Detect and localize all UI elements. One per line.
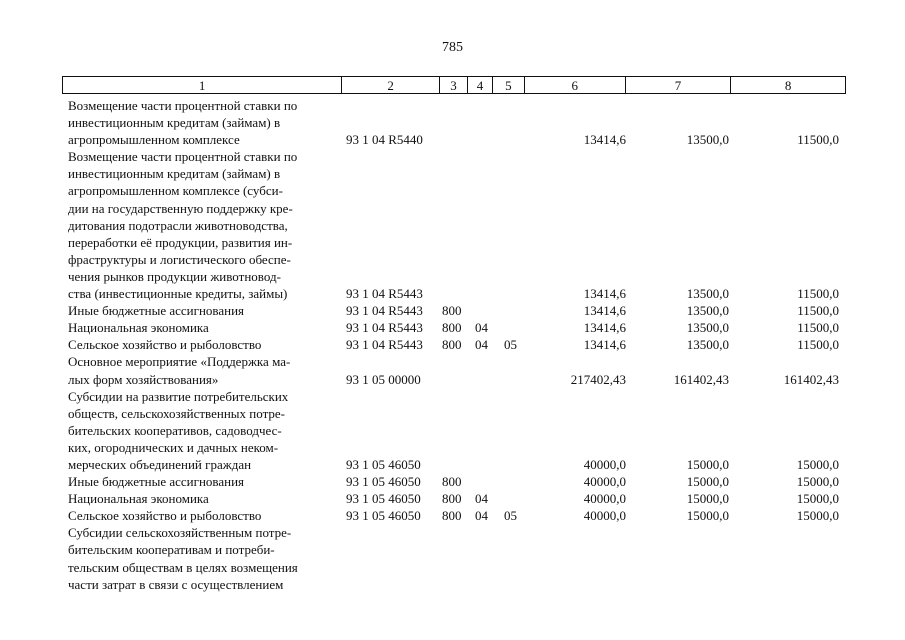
subsection: 05 xyxy=(504,508,517,524)
expense-type: 800 xyxy=(442,474,462,490)
table-row xyxy=(0,97,905,148)
table-row xyxy=(0,336,905,353)
budget-code: 93 1 05 46050 xyxy=(346,508,421,524)
description-line: тельским обществам в целях возмещения xyxy=(68,559,298,575)
amount-col-8: 11500,0 xyxy=(797,320,839,336)
description-line: ства (инвестиционные кредиты, займы) xyxy=(68,286,288,302)
page-number: 785 xyxy=(442,40,463,55)
amount-col-8: 11500,0 xyxy=(797,303,839,319)
budget-code: 93 1 05 46050 xyxy=(346,474,421,490)
row-description xyxy=(68,148,334,302)
amount-col-7: 15000,0 xyxy=(686,508,729,524)
description-line: Субсидии на развитие потребительских xyxy=(68,388,289,404)
table-row xyxy=(0,473,905,490)
row-values xyxy=(0,456,905,473)
description-line: бительским кооперативам и потреби- xyxy=(68,542,275,558)
table-header xyxy=(62,76,846,94)
amount-col-8: 161402,43 xyxy=(783,371,839,387)
description-line: Субсидии сельскохозяйственным потре- xyxy=(68,525,292,541)
description-line: дии на государственную поддержку кре- xyxy=(68,200,293,216)
row-values xyxy=(0,285,905,302)
row-values xyxy=(0,473,905,490)
expense-type: 800 xyxy=(442,491,462,507)
description-line: фраструктуры и логистического обеспе- xyxy=(68,251,291,267)
table-body xyxy=(0,97,905,593)
amount-col-7: 13500,0 xyxy=(686,286,729,302)
amount-col-6: 13414,6 xyxy=(583,286,626,302)
amount-col-8: 15000,0 xyxy=(796,508,839,524)
description-line: бительских кооперативов, садоводчес- xyxy=(68,422,282,438)
section: 04 xyxy=(475,337,488,353)
description-line: переработки её продукции, развития ин- xyxy=(68,234,293,250)
row-values xyxy=(0,131,905,148)
header-col-2: 2 xyxy=(342,77,440,93)
amount-col-7: 13500,0 xyxy=(686,337,729,353)
amount-col-6: 13414,6 xyxy=(583,337,626,353)
header-col-3: 3 xyxy=(440,77,468,93)
header-col-4: 4 xyxy=(468,77,493,93)
amount-col-6: 13414,6 xyxy=(583,132,626,148)
row-values xyxy=(0,490,905,507)
description-line: Иные бюджетные ассигнования xyxy=(68,474,245,490)
header-col-1: 1 xyxy=(63,77,342,93)
description-line: Возмещение части процентной ставки по xyxy=(68,149,298,165)
amount-col-8: 11500,0 xyxy=(797,132,839,148)
amount-col-6: 40000,0 xyxy=(583,457,626,473)
table-row xyxy=(0,490,905,507)
amount-col-8: 11500,0 xyxy=(797,286,839,302)
budget-code: 93 1 05 46050 xyxy=(346,457,421,473)
expense-type: 800 xyxy=(442,508,462,524)
amount-col-7: 15000,0 xyxy=(686,457,729,473)
amount-col-7: 15000,0 xyxy=(686,474,729,490)
row-values xyxy=(0,507,905,524)
header-col-6: 6 xyxy=(525,77,626,93)
table-row xyxy=(0,507,905,524)
description-line: инвестиционным кредитам (займам) в xyxy=(68,115,281,131)
amount-col-7: 13500,0 xyxy=(686,320,729,336)
amount-col-6: 13414,6 xyxy=(583,320,626,336)
description-line: части затрат в связи с осуществлением xyxy=(68,576,284,592)
subsection: 05 xyxy=(504,337,517,353)
row-values xyxy=(0,336,905,353)
budget-code: 93 1 04 R5443 xyxy=(346,303,423,319)
amount-col-7: 161402,43 xyxy=(673,371,729,387)
expense-type: 800 xyxy=(442,337,462,353)
description-line: Национальная экономика xyxy=(68,491,209,507)
budget-code: 93 1 04 R5443 xyxy=(346,286,423,302)
description-line: ких, огороднических и дачных неком- xyxy=(68,439,279,455)
budget-code: 93 1 04 R5440 xyxy=(346,132,423,148)
expense-type: 800 xyxy=(442,320,462,336)
header-col-5: 5 xyxy=(493,77,525,93)
amount-col-6: 40000,0 xyxy=(583,474,626,490)
amount-col-6: 217402,43 xyxy=(570,371,626,387)
amount-col-7: 15000,0 xyxy=(686,491,729,507)
description-line: лых форм хозяйствования» xyxy=(68,371,219,387)
description-line: Сельское хозяйство и рыболовство xyxy=(68,508,262,524)
table-row xyxy=(0,388,905,473)
description-line: агропромышленном комплексе (субси- xyxy=(68,183,283,199)
description-line: мерческих объединений граждан xyxy=(68,456,252,472)
description-line: дитования подотрасли животноводства, xyxy=(68,217,288,233)
description-line: Иные бюджетные ассигнования xyxy=(68,303,245,319)
amount-col-8: 15000,0 xyxy=(796,457,839,473)
expense-type: 800 xyxy=(442,303,462,319)
description-line: Основное мероприятие «Поддержка ма- xyxy=(68,354,291,370)
description-line: инвестиционным кредитам (займам) в xyxy=(68,166,281,182)
section: 04 xyxy=(475,508,488,524)
row-values xyxy=(0,302,905,319)
budget-code: 93 1 05 00000 xyxy=(346,371,421,387)
amount-col-6: 40000,0 xyxy=(583,508,626,524)
amount-col-7: 13500,0 xyxy=(686,303,729,319)
table-row xyxy=(0,319,905,336)
amount-col-8: 15000,0 xyxy=(796,474,839,490)
description-line: обществ, сельскохозяйственных потре- xyxy=(68,405,286,421)
amount-col-7: 13500,0 xyxy=(686,132,729,148)
amount-col-8: 11500,0 xyxy=(797,337,839,353)
table-row xyxy=(0,302,905,319)
header-col-8: 8 xyxy=(784,78,792,93)
section: 04 xyxy=(475,491,488,507)
amount-col-6: 13414,6 xyxy=(583,303,626,319)
row-values xyxy=(0,576,905,593)
description-line: агропромышленном комплексе xyxy=(68,132,240,148)
budget-code: 93 1 04 R5443 xyxy=(346,320,423,336)
budget-code: 93 1 04 R5443 xyxy=(346,337,423,353)
description-line: Возмещение части процентной ставки по xyxy=(68,98,298,113)
section: 04 xyxy=(475,320,488,336)
row-values xyxy=(0,319,905,336)
table-row xyxy=(0,524,905,592)
amount-col-8: 15000,0 xyxy=(796,491,839,507)
table-row xyxy=(0,148,905,302)
description-line: Национальная экономика xyxy=(68,320,209,336)
budget-code: 93 1 05 46050 xyxy=(346,491,421,507)
description-line: чения рынков продукции животновод- xyxy=(68,268,281,284)
table-row xyxy=(0,353,905,387)
description-line: Сельское хозяйство и рыболовство xyxy=(68,337,262,353)
row-values xyxy=(0,371,905,388)
header-col-7: 7 xyxy=(626,77,732,93)
amount-col-6: 40000,0 xyxy=(583,491,626,507)
